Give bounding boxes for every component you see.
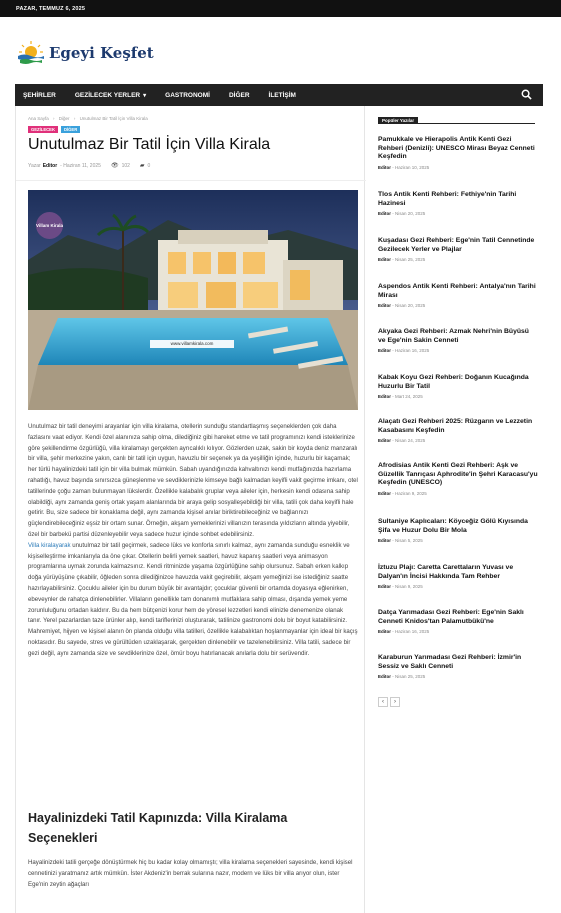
post-date: Haziran 16, 2025 — [395, 348, 430, 354]
post-title[interactable]: Pamukkale ve Hierapolis Antik Kenti Gezi Rehberi (Denizli): UNESCO Mirası Beyaz Cenneti Keşfedin — [378, 136, 535, 161]
paragraph-text: unutulmaz bir tatil geçirmek, sadece lüks ve konforla sınırlı kalmaz, aynı zamanda sunduğu esneklik ve kişiselleştirme imkanlarıyla da öne çıkar. Otellerin belirli yemek saatleri, havuz kapanış saatleri veya animasyon programlarına uymak zorunda kalmazsınız. Kendi ritminizde yaşama özgürlüğüne sahip olursunuz. Sabah erken kalkıp doğa yürüyüşüne çıkabilir, öğleden sonra dilediğinizce havuzda vakit geçirebilir, akşam yemeğinizi ise istediğiniz saatte hazırlayabilirsiniz. Çocuklu aileler için bu durum büyük bir avantajdır; çocuklar güvenli bir ortamda doyasıya eğlenirken, ebeveynler de rahatça dinlenebilirler. Villaların genellikle tam donanımlı mutfaklara sahip olması, dışarıda yemek yeme zorunluluğunu ortadan kaldırır. Bu da hem bütçenizi korur hem de yöresel lezzetleri kendi elinizle denemenize olanak tanır. Yerel pazarlardan taze ürünler alıp, kendi tariflerinizi oluşturarak, tatilinize gastronomi dolu bir boyut katabilirsiniz. Mahremiyet, hijyen ve kişisel alanın ön planda olduğu villa tatilleri, özellikle kalabalıktan hoşlanmayanlar için ideal bir kaçış noktasıdır. Bu sayede, stres ve gürültüden uzaklaşarak, gerçekten dinlenebilir ve tazelenebilirsiniz. Villa tatili, sadece bir gezi değil, aynı zamanda size ve sevdiklerinize özel, ömür boyu hatırlanacak anılarla dolu bir serüvendir. — [28, 541, 358, 657]
post-date: Nisan 25, 2025 — [395, 674, 426, 680]
breadcrumb-current: Unutulmaz Bir Tatil İçin Villa Kirala — [79, 116, 148, 121]
popular-post-item[interactable] — [378, 374, 538, 399]
post-date: Nisan 25, 2025 — [395, 257, 426, 263]
popular-post-item[interactable] — [378, 518, 538, 543]
post-title[interactable]: Afrodisias Antik Kenti Gezi Rehberi: Aşk ve Güzellik Tanrıçası Aphrodite'in Şehri Karacasu'yu Keşfedin (UNESCO) — [378, 462, 538, 487]
post-meta: Editor - Nisan 20, 2025 — [378, 211, 426, 217]
post-date: Haziran 16, 2025 — [395, 629, 430, 635]
post-title[interactable]: Alaçatı Gezi Rehberi 2025: Rüzgarın ve Lezzetin Kasabasını Keşfedin — [378, 418, 533, 434]
nav-item-label: DİĞER — [228, 91, 250, 99]
popular-post-item[interactable] — [378, 136, 538, 170]
post-meta: Editor - Nisan 9, 2025 — [378, 584, 423, 590]
main-nav — [15, 84, 543, 106]
post-author[interactable]: Editor — [378, 348, 391, 354]
search-icon[interactable] — [521, 89, 532, 100]
category-tags — [28, 126, 83, 133]
comment-icon: ▰ — [139, 163, 145, 169]
nav-item-label: GEZİLECEK YERLER — [74, 91, 141, 99]
post-author[interactable]: Editor — [378, 674, 391, 680]
author-name[interactable]: Editor — [42, 162, 58, 169]
section-heading: Hayalinizdeki Tatil Kapınızda: Villa Kiralama Seçenekleri — [28, 811, 288, 845]
post-author[interactable]: Editor — [378, 490, 391, 496]
breadcrumb-section[interactable]: Diğer — [58, 116, 70, 121]
nav-item-gastronomi[interactable] — [165, 92, 210, 99]
post-date: Nisan 20, 2025 — [395, 303, 426, 309]
nav-item-label: GASTRONOMİ — [165, 91, 210, 99]
publish-date: Haziran 11, 2025 — [63, 162, 101, 169]
sidebar-heading-rule — [378, 123, 535, 124]
paragraph: Unutulmaz bir tatil deneyimi arayanlar için villa kiralama, otellerin sunduğu standartlaşmış seçeneklerden çok daha fazlasını vaat ediyor. Kendi özel alanınıza sahip olma, dilediğiniz gibi hareket etme ve tatil programınızı kendi isteklerinize göre şekillendirme özgürlüğü, villa kiralamayı gerçekten ayrıcalıklı kılıyor. Gözlerden uzak, sakin bir koyda deniz manzaralı bir villa, şehir merkezine yakın, canlı bir tatil için uygun, havuzlu bir seçenek ya da yeşilliğin içinde, huzurlu bir kaçamak; her türlü hayalinizdeki tatil için bir villa bulmak mümkün. Sabah uyandığınızda kahvaltınızı kendi mutfağınızda hazırlama rahatlığı, havuz başında sınırsızca güneşlenme ve sevdiklerinizle kimseye bağlı kalmadan keyifli vakit geçirme imkanı, otel tatillerinde çoğu zaman bulunmayan lükslerdir. Özellikle kalabalık gruplar veya aileler için, herkesin kendi odasına sahip olabildiği, aynı zamanda geniş ortak yaşam alanlarında bir araya gelip sosyalleşebildiği bir villa, tatili çok daha keyifli hale getirir. Bu, size sadece bir konaklama değil, aynı zamanda kişisel anılar biriktirebileceğiniz ve bağlarınızı güçlendirebileceğiniz eşsiz bir ortam sunar. Örneğin, akşam yemeklerinizi villanızın terasında yıldızların altında yiyebilir, özel bir barbekü partisi düzenleyebilir veya sadece huzur içinde sohbet edebilirsiniz. — [28, 423, 358, 538]
post-date: Nisan 20, 2025 — [395, 211, 426, 217]
post-author[interactable]: Editor — [378, 394, 391, 400]
post-meta: Editor - Mart 24, 2025 — [378, 394, 423, 400]
post-author[interactable]: Editor — [378, 257, 391, 263]
article-title: Unutulmaz Bir Tatil İçin Villa Kirala — [28, 136, 271, 153]
post-title[interactable]: Akyaka Gezi Rehberi: Azmak Nehri'nin Büyüsü ve Ege'nin Sakin Cenneti — [378, 328, 529, 344]
popular-post-item[interactable] — [378, 418, 538, 443]
author-prefix: Yazar — [28, 162, 41, 169]
post-date: Mart 24, 2025 — [395, 394, 423, 400]
category-tag-gezilecek[interactable]: GEZİLECEK — [28, 126, 58, 133]
post-date: Nisan 9, 2025 — [395, 584, 423, 590]
site-logo[interactable] — [16, 38, 154, 68]
post-meta: Editor - Nisan 24, 2025 — [378, 438, 426, 444]
post-title[interactable]: Kabak Koyu Gezi Rehberi: Doğanın Kucağında Huzurlu Bir Tatil — [378, 374, 529, 390]
villa-pool-illustration — [28, 190, 358, 410]
top-bar — [0, 0, 561, 17]
post-title[interactable]: Datça Yarımadası Gezi Rehberi: Ege'nin Saklı Cenneti Knidos'tan Palamutbükü'ne — [378, 609, 524, 625]
post-title[interactable]: Karaburun Yarımadası Gezi Rehberi: İzmir'in Sessiz ve Saklı Cenneti — [378, 654, 522, 670]
current-date: PAZAR, TEMMUZ 6, 2025 — [16, 6, 86, 12]
article-body — [28, 422, 358, 660]
sun-waves-logo-icon — [16, 39, 46, 67]
post-author[interactable]: Editor — [378, 584, 391, 590]
post-meta: Editor - Haziran 10, 2025 — [378, 164, 430, 170]
divider — [16, 180, 366, 181]
sidebar-pager — [378, 697, 402, 707]
post-title[interactable]: Kuşadası Gezi Rehberi: Ege'nin Tatil Cennetinde Gezilecek Yerler ve Plajlar — [378, 237, 535, 253]
post-author[interactable]: Editor — [378, 164, 391, 170]
post-meta: Editor - Nisan 25, 2025 — [378, 674, 426, 680]
post-title[interactable]: İztuzu Plajı: Caretta Carettaların Yuvası ve Dalyan'ın İncisi Hakkında Tam Rehber — [378, 564, 514, 580]
prev-page-button[interactable]: ‹ — [378, 697, 388, 707]
nav-item-sehirler[interactable] — [23, 92, 56, 99]
post-title[interactable]: Aspendos Antik Kenti Rehberi: Antalya'nın Tarihi Mirası — [378, 283, 536, 299]
paragraph — [28, 541, 358, 660]
post-meta: Editor - Nisan 5, 2025 — [378, 538, 423, 544]
sidebar — [370, 106, 543, 913]
meta-separator: - — [60, 162, 64, 169]
popular-post-item[interactable] — [378, 191, 538, 216]
article-body-continued — [28, 858, 358, 890]
category-tag-diger[interactable]: DİĞER — [61, 126, 80, 133]
chevron-down-icon: ▾ — [143, 92, 147, 99]
post-date: Nisan 24, 2025 — [395, 438, 426, 444]
breadcrumb — [28, 116, 151, 121]
next-page-button[interactable]: › — [390, 697, 400, 707]
post-meta: Editor - Nisan 20, 2025 — [378, 303, 426, 309]
post-author[interactable]: Editor — [378, 438, 391, 444]
villa-kiralama-link[interactable]: Villa kiralayarak — [28, 541, 71, 549]
popular-post-item[interactable] — [378, 283, 538, 308]
post-author[interactable]: Editor — [378, 629, 391, 635]
breadcrumb-separator: › — [73, 116, 76, 121]
post-meta: Editor - Haziran 16, 2025 — [378, 629, 430, 635]
popular-post-item[interactable] — [378, 609, 538, 634]
post-title[interactable]: Tlos Antik Kenti Rehberi: Fethiye'nin Tarihi Hazinesi — [378, 191, 517, 207]
post-author[interactable]: Editor — [378, 538, 391, 544]
nav-item-diger[interactable] — [229, 92, 250, 99]
image-watermark-url: www.villamkirala.com — [150, 340, 234, 348]
popular-post-item[interactable] — [378, 328, 538, 353]
eye-icon: 👁 — [110, 163, 119, 169]
post-meta: Editor - Haziran 16, 2025 — [378, 348, 430, 354]
post-meta: Editor - Haziran 9, 2025 — [378, 490, 427, 496]
breadcrumb-separator: › — [53, 116, 55, 121]
sidebar-heading: Popüler Yazılar — [378, 117, 418, 124]
post-title[interactable]: Sultaniye Kaplıcaları: Köyceğiz Gölü Kıyısında Şifa ve Huzur Dolu Bir Mola — [378, 518, 528, 534]
post-date: Haziran 9, 2025 — [395, 490, 427, 496]
breadcrumb-home[interactable]: Ana Sayfa — [28, 116, 49, 121]
popular-post-item[interactable] — [378, 462, 538, 496]
post-date: Haziran 10, 2025 — [395, 164, 430, 170]
view-count: 102 — [121, 162, 130, 169]
nav-item-iletisim[interactable] — [269, 92, 296, 99]
post-author[interactable]: Editor — [378, 211, 391, 217]
post-date: Nisan 5, 2025 — [395, 538, 423, 544]
paragraph: Hayalinizdeki tatili gerçeğe dönüştürmek hiç bu kadar kolay olmamıştı; villa kiralama seçenekleri sayesinde, kendi kişisel cennetinizi yaratmanız artık mümkün. İster Akdeniz'in berrak sularına nazır, modern ve lüks bir villa arıyor olun, ister Ege'nin zeytin ağaçları — [28, 859, 353, 888]
hero-image — [28, 190, 358, 410]
site-logo-text: Egeyi Keşfet — [49, 44, 154, 62]
popular-post-item[interactable] — [378, 654, 538, 679]
popular-post-item[interactable] — [378, 237, 538, 262]
nav-item-gezilecek-yerler[interactable] — [75, 92, 146, 99]
comment-count[interactable]: 0 — [147, 162, 151, 169]
popular-post-item[interactable] — [378, 564, 538, 589]
nav-item-label: İLETİŞİM — [268, 91, 296, 99]
article-column — [15, 106, 365, 913]
nav-item-label: ŞEHİRLER — [23, 91, 56, 99]
post-meta: Editor - Nisan 25, 2025 — [378, 257, 426, 263]
article-meta — [28, 162, 150, 169]
post-author[interactable]: Editor — [378, 303, 391, 309]
brand-badge: Villam Kirala — [36, 212, 63, 239]
